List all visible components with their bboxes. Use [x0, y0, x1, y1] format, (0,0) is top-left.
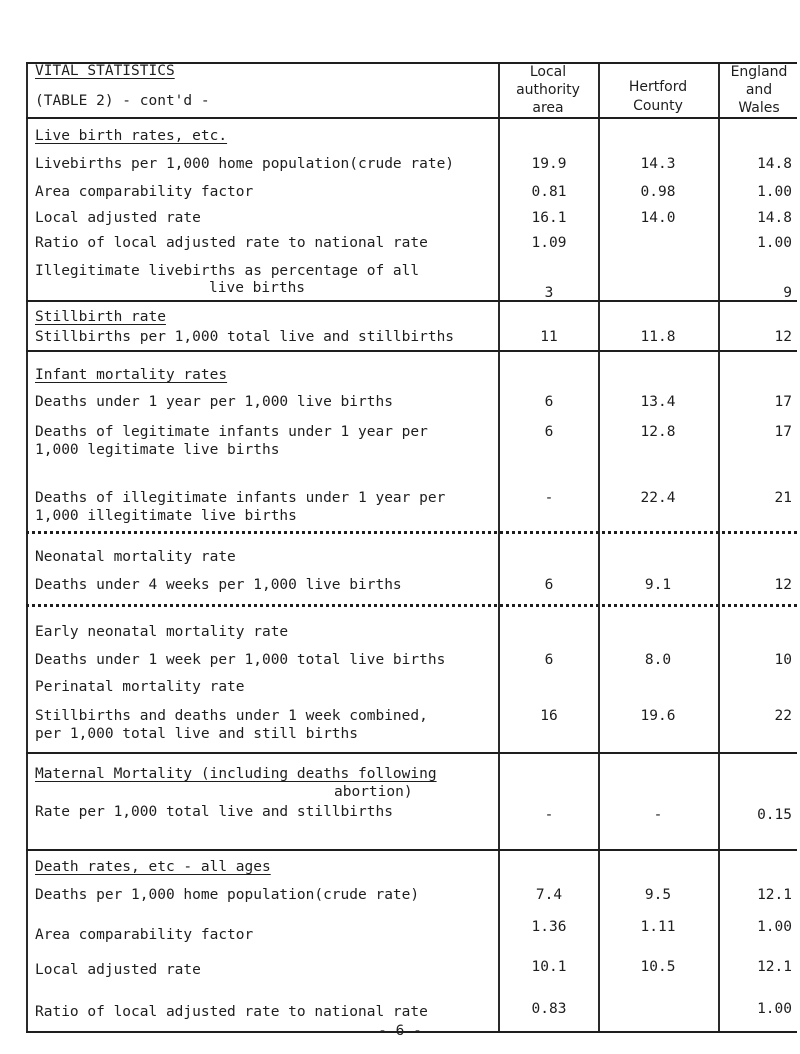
row-label: Deaths of illegitimate infants under 1 year per — [35, 490, 446, 506]
column-divider — [26, 63, 28, 1032]
column-header-local: Local authority area — [516, 64, 580, 116]
value-herts: 8.0 — [644, 652, 672, 668]
value-herts: 10.5 — [640, 959, 676, 975]
value-england: 1.00 — [757, 184, 792, 200]
row-label-continued: 1,000 legitimate live births — [35, 442, 280, 458]
row-label: Stillbirths per 1,000 total live and stillbirths — [35, 329, 455, 345]
row-label-continued: 1,000 illegitimate live births — [35, 508, 297, 524]
section-heading: Stillbirth rate — [35, 309, 166, 325]
row-label: Deaths per 1,000 home population(crude rate) — [35, 887, 420, 903]
row-label: Area comparability factor — [35, 927, 254, 943]
section-heading: Perinatal mortality rate — [35, 679, 245, 695]
value-local: 6 — [544, 394, 554, 410]
section-divider — [26, 752, 797, 754]
value-herts: - — [653, 807, 663, 823]
value-local: 10.1 — [531, 959, 567, 975]
value-local: 0.83 — [531, 1001, 567, 1017]
section-heading: Maternal Mortality (including deaths following — [35, 766, 437, 782]
value-england: 10 — [774, 652, 792, 668]
table-subtitle: (TABLE 2) - cont'd - — [35, 93, 210, 109]
row-label: Local adjusted rate — [35, 962, 201, 978]
row-label: Deaths under 4 weeks per 1,000 live births — [35, 577, 402, 593]
value-herts: 11.8 — [640, 329, 676, 345]
row-label: Stillbirths and deaths under 1 week combined, — [35, 708, 428, 724]
value-local: 6 — [544, 652, 554, 668]
row-label: Deaths under 1 week per 1,000 total live births — [35, 652, 446, 668]
column-header-herts: Hertford County — [628, 79, 688, 114]
value-local: 1.36 — [531, 919, 567, 935]
section-heading: Neonatal mortality rate — [35, 549, 236, 565]
dotted-divider — [26, 531, 797, 534]
row-label: Local adjusted rate — [35, 210, 201, 226]
value-england: 12 — [774, 577, 792, 593]
value-local: 16 — [540, 708, 558, 724]
value-herts: 14.0 — [640, 210, 676, 226]
value-local: 3 — [544, 285, 554, 301]
row-label-continued: live births — [209, 280, 306, 296]
row-label: Illegitimate livebirths as percentage of all — [35, 263, 420, 279]
value-herts: 12.8 — [640, 424, 676, 440]
section-divider — [26, 350, 797, 352]
header-bottom-border — [26, 117, 797, 119]
value-herts: 22.4 — [640, 490, 676, 506]
row-label: Area comparability factor — [35, 184, 254, 200]
value-england: 14.8 — [757, 210, 792, 226]
value-herts: 9.1 — [644, 577, 672, 593]
value-england: 17 — [774, 394, 792, 410]
value-herts: 14.3 — [640, 156, 676, 172]
value-herts: 9.5 — [644, 887, 672, 903]
table-title: VITAL STATISTICS — [35, 63, 175, 79]
section-heading: Death rates, etc - all ages — [35, 859, 271, 875]
value-herts: 13.4 — [640, 394, 676, 410]
section-heading: Live birth rates, etc. — [35, 128, 228, 144]
value-england: 21 — [774, 490, 792, 506]
value-england: 12.1 — [757, 959, 792, 975]
value-england: 12 — [774, 329, 792, 345]
row-label: Ratio of local adjusted rate to national rate — [35, 1004, 428, 1020]
section-divider — [26, 849, 797, 851]
value-local: 6 — [544, 424, 554, 440]
value-local: 19.9 — [531, 156, 567, 172]
column-header-england: England and Wales — [730, 64, 788, 116]
value-england: 22 — [774, 708, 792, 724]
value-england: 17 — [774, 424, 792, 440]
value-local: 11 — [540, 329, 558, 345]
row-label: Deaths of legitimate infants under 1 year per — [35, 424, 428, 440]
value-england: 12.1 — [757, 887, 792, 903]
section-heading-continued: abortion) — [334, 784, 413, 800]
value-local: 16.1 — [531, 210, 567, 226]
row-label: Rate per 1,000 total live and stillbirths — [35, 804, 393, 820]
page-number: - 6 - — [378, 1023, 422, 1039]
value-england: 9 — [783, 285, 792, 301]
row-label-continued: per 1,000 total live and still births — [35, 726, 359, 742]
value-herts: 1.11 — [640, 919, 676, 935]
section-divider — [26, 300, 797, 302]
value-england: 14.8 — [757, 156, 792, 172]
row-label: Livebirths per 1,000 home population(crude rate) — [35, 156, 455, 172]
value-local: 1.09 — [531, 235, 567, 251]
value-herts: 19.6 — [640, 708, 676, 724]
value-herts: 0.98 — [640, 184, 676, 200]
section-heading: Infant mortality rates — [35, 367, 228, 383]
value-england: 1.00 — [757, 919, 792, 935]
value-local: 0.81 — [531, 184, 567, 200]
value-england: 1.00 — [757, 235, 792, 251]
value-local: - — [544, 807, 554, 823]
value-local: 7.4 — [535, 887, 563, 903]
row-label: Deaths under 1 year per 1,000 live births — [35, 394, 393, 410]
value-england: 1.00 — [757, 1001, 792, 1017]
value-local: 6 — [544, 577, 554, 593]
section-heading: Early neonatal mortality rate — [35, 624, 289, 640]
value-local: - — [544, 490, 554, 506]
row-label: Ratio of local adjusted rate to national rate — [35, 235, 428, 251]
dotted-divider — [26, 604, 797, 607]
value-england: 0.15 — [757, 807, 792, 823]
